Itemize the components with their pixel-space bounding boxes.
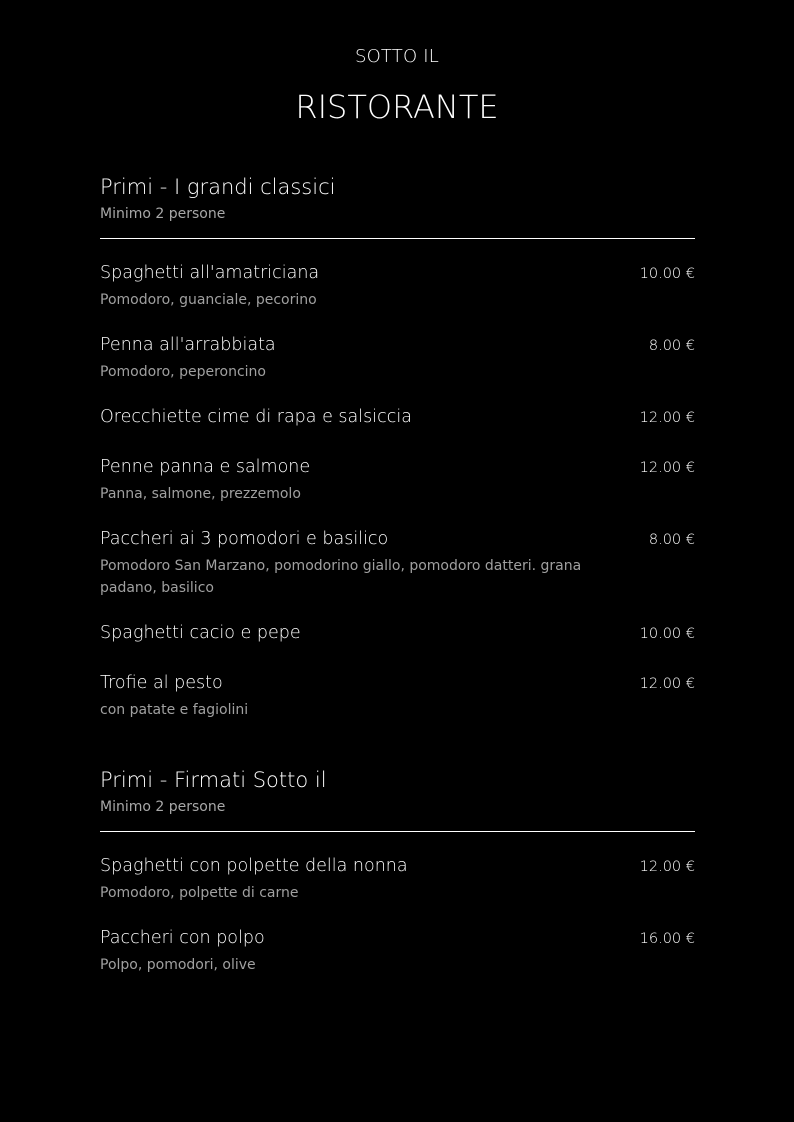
menu-item-description: Polpo, pomodori, olive [100, 957, 256, 973]
section-subtitle: Minimo 2 persone [100, 799, 226, 815]
menu-item-name: Spaghetti con polpette della nonna [100, 856, 408, 876]
menu-item-price: 12.00 € [639, 410, 695, 426]
menu-item-name: Paccheri con polpo [100, 928, 265, 948]
menu-item-price: 8.00 € [648, 532, 695, 548]
menu-item-name: Spaghetti all'amatriciana [100, 263, 320, 283]
menu-item-description: Pomodoro, polpette di carne [100, 885, 299, 901]
menu-item-description: con patate e fagiolini [100, 702, 249, 718]
menu-item-price: 16.00 € [639, 931, 695, 947]
menu-item-price: 8.00 € [648, 338, 695, 354]
menu-item-description: Panna, salmone, prezzemolo [100, 486, 301, 502]
section-title: Primi - Firmati Sotto il [100, 768, 327, 792]
restaurant-name-top: SOTTO IL [354, 46, 440, 67]
menu-item-description: Pomodoro San Marzano, pomodorino giallo, pomodoro datteri. grana padano, basilico [100, 558, 582, 596]
section-divider [100, 238, 695, 239]
menu-item-description: Pomodoro, guanciale, pecorino [100, 292, 317, 308]
menu-item-price: 12.00 € [639, 859, 695, 875]
menu-item-name: Trofie al pesto [100, 673, 223, 693]
section-title: Primi - I grandi classici [100, 175, 336, 199]
menu-item-price: 12.00 € [639, 676, 695, 692]
menu-item-name: Penne panna e salmone [100, 457, 311, 477]
section-divider [100, 831, 695, 832]
menu-item-price: 10.00 € [639, 626, 695, 642]
section-subtitle: Minimo 2 persone [100, 206, 226, 222]
menu-item-price: 12.00 € [639, 460, 695, 476]
menu-item-description: Pomodoro, peperoncino [100, 364, 266, 380]
menu-item-name: Penna all'arrabbiata [100, 335, 276, 355]
menu-item-name: Orecchiette cime di rapa e salsiccia [100, 407, 412, 427]
menu-item-price: 10.00 € [639, 266, 695, 282]
menu-item-name: Spaghetti cacio e pepe [100, 623, 301, 643]
menu-item-name: Paccheri ai 3 pomodori e basilico [100, 529, 389, 549]
restaurant-name-main: RISTORANTE [295, 88, 499, 126]
